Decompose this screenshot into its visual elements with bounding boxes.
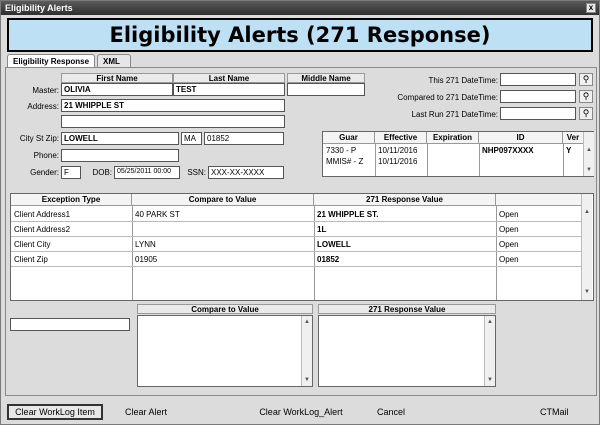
row-divider — [11, 266, 583, 267]
row-divider — [11, 236, 583, 237]
window-title: Eligibility Alerts — [5, 3, 73, 13]
city-field[interactable]: LOWELL — [61, 132, 179, 145]
ctmail-button[interactable]: CTMail — [540, 407, 569, 417]
response-value-cell: 1L — [317, 225, 327, 234]
first-name-header: First Name — [61, 73, 173, 83]
response-value-detail-header: 271 Response Value — [318, 304, 496, 314]
row-divider — [11, 221, 583, 222]
scroll-up-icon[interactable]: ▲ — [584, 209, 590, 215]
exception-type-cell: Client Zip — [14, 255, 48, 264]
ver-header: Ver — [563, 132, 583, 144]
column-divider — [427, 144, 428, 176]
compare-value-scrollbar[interactable] — [301, 316, 312, 386]
scroll-down-icon[interactable]: ▼ — [586, 167, 592, 173]
guar-scrollbar[interactable] — [583, 132, 594, 176]
dob-field[interactable]: 05/25/2011 00:00 — [114, 166, 180, 179]
scroll-up-icon[interactable]: ▲ — [586, 147, 592, 153]
address1-field[interactable]: 21 WHIPPLE ST — [61, 99, 285, 112]
compare-value-detail-header: Compare to Value — [137, 304, 313, 314]
effective-header: Effective — [375, 132, 427, 144]
status-header — [496, 194, 581, 206]
master-label: Master: — [32, 86, 59, 95]
scroll-up-icon[interactable]: ▲ — [304, 319, 310, 325]
status-cell: Open — [499, 210, 519, 219]
search-icon[interactable]: ⚲ — [579, 73, 593, 86]
tab-eligibility-response[interactable]: Eligibility Response — [7, 54, 95, 68]
response-value-header: 271 Response Value — [314, 194, 496, 206]
this-271-datetime-label: This 271 DateTime: — [428, 76, 498, 85]
clear-worklog-alert-button[interactable]: Clear WorkLog_Alert — [259, 407, 343, 417]
status-cell: Open — [499, 240, 519, 249]
ver-cell: Y — [566, 146, 572, 155]
middle-name-header: Middle Name — [287, 73, 365, 83]
window-titlebar — [1, 1, 599, 15]
response-value-cell: 01852 — [317, 255, 340, 264]
guar-cell: MMIS# - Z — [326, 157, 364, 166]
last-run-271-datetime-label: Last Run 271 DateTime: — [411, 110, 498, 119]
page-title: Eligibility Alerts (271 Response) — [7, 18, 593, 52]
scroll-down-icon[interactable]: ▼ — [487, 377, 493, 383]
guarantor-table — [322, 131, 594, 177]
effective-cell: 10/11/2016 — [378, 157, 418, 166]
clear-worklog-item-button[interactable]: Clear WorkLog Item — [7, 404, 103, 420]
id-cell: NHP097XXXX — [482, 146, 534, 155]
compare-value-cell: 40 PARK ST — [135, 210, 180, 219]
compared-271-datetime-field[interactable] — [500, 90, 576, 103]
dob-label: DOB: — [92, 168, 112, 177]
response-value-textarea[interactable] — [318, 315, 496, 387]
response-value-cell: 21 WHIPPLE ST. — [317, 210, 379, 219]
gender-field[interactable]: F — [61, 166, 81, 179]
clear-alert-button[interactable]: Clear Alert — [124, 407, 168, 417]
search-icon[interactable]: ⚲ — [579, 107, 593, 120]
close-icon[interactable]: x — [586, 3, 596, 13]
exceptions-scrollbar[interactable] — [581, 194, 592, 300]
compare-value-textarea[interactable] — [137, 315, 313, 387]
compared-271-datetime-label: Compared to 271 DateTime: — [397, 93, 498, 102]
exception-type-cell: Client Address1 — [14, 210, 71, 219]
response-value-scrollbar[interactable] — [484, 316, 495, 386]
first-name-field[interactable]: OLIVIA — [61, 83, 173, 96]
exception-type-cell: Client City — [14, 240, 51, 249]
effective-cell: 10/11/2016 — [378, 146, 418, 155]
guar-header: Guar — [323, 132, 375, 144]
exception-type-cell: Client Address2 — [14, 225, 71, 234]
ssn-label: SSN: — [187, 168, 206, 177]
search-icon[interactable]: ⚲ — [579, 90, 593, 103]
response-value-cell: LOWELL — [317, 240, 351, 249]
ssn-field[interactable]: XXX-XX-XXXX — [208, 166, 284, 179]
row-divider — [11, 251, 583, 252]
address-label: Address: — [27, 102, 59, 111]
gender-label: Gender: — [30, 168, 59, 177]
state-field[interactable]: MA — [181, 132, 202, 145]
id-header: ID — [479, 132, 563, 144]
zip-field[interactable]: 01852 — [204, 132, 284, 145]
phone-label: Phone: — [33, 151, 59, 160]
last-name-field[interactable]: TEST — [173, 83, 285, 96]
eligibility-response-panel — [5, 67, 597, 396]
this-271-datetime-field[interactable] — [500, 73, 576, 86]
scroll-down-icon[interactable]: ▼ — [584, 289, 590, 295]
status-cell: Open — [499, 255, 519, 264]
compare-value-cell: 01905 — [135, 255, 158, 264]
last-run-271-datetime-field[interactable] — [500, 107, 576, 120]
expiration-header: Expiration — [427, 132, 479, 144]
status-cell: Open — [499, 225, 519, 234]
tab-xml[interactable]: XML — [97, 54, 131, 68]
address2-field[interactable] — [61, 115, 285, 128]
exceptions-table — [10, 193, 594, 301]
guar-cell: 7330 - P — [326, 146, 357, 155]
last-name-header: Last Name — [173, 73, 285, 83]
exception-detail-field[interactable] — [10, 318, 130, 331]
scroll-up-icon[interactable]: ▲ — [487, 319, 493, 325]
cancel-button[interactable]: Cancel — [376, 407, 405, 417]
scroll-down-icon[interactable]: ▼ — [304, 377, 310, 383]
phone-field[interactable] — [61, 149, 179, 162]
city-st-zip-label: City St Zip: — [19, 134, 59, 143]
exception-type-header: Exception Type — [11, 194, 132, 206]
compare-value-cell: LYNN — [135, 240, 156, 249]
compare-value-header: Compare to Value — [132, 194, 314, 206]
